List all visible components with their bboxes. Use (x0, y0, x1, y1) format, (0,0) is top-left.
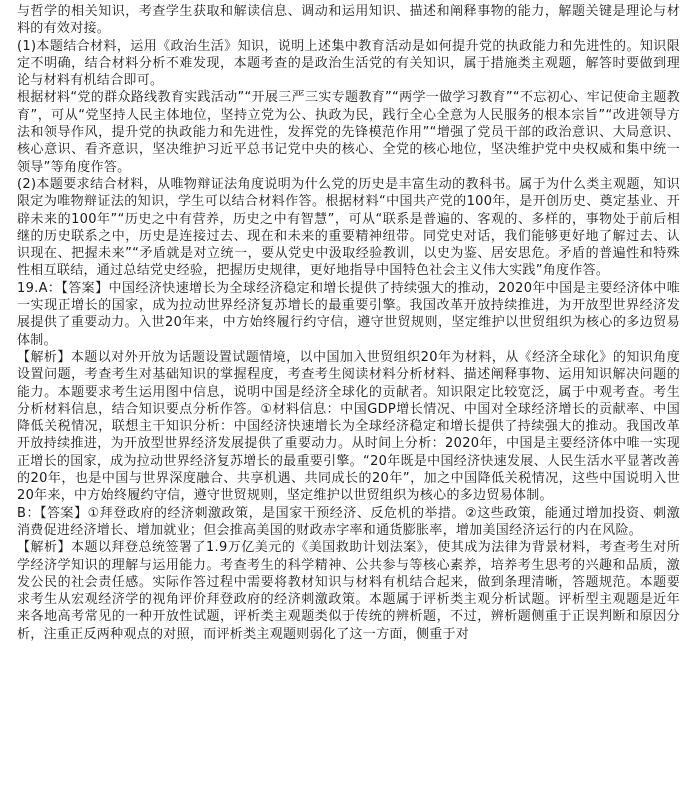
paragraph-question-1-analysis: (1)本题结合材料，运用《政治生活》知识，说明上述集中教育活动是如何提升党的执政能力和先进性的。知识限定不明确，结合材料分析不难发现，本题考查的是政治生活党的有关知识，属于措施类主观题，解答时要做到理论与材料有机结合即可。 (17, 38, 680, 89)
paragraph-19a-answer: 19.A：【答案】中国经济快速增长为全球经济稳定和增长提供了持续强大的推动，2020年中国是主要经济体中唯一实现正增长的国家，成为拉动世界经济复苏增长的最重要引擎。我国改革开放持续推进，为开放型世界经济发展提供了重要动力。入世20年来，中方始终履行约守信，遵守世贸规则，坚定维护以世贸组织为核心的多边贸易体制。 (17, 280, 680, 348)
paragraph-intro-continued: 与哲学的相关知识，考查学生获取和解读信息、调动和运用知识、描述和阐释事物的能力，解题关键是理论与材料的有效对接。 (17, 4, 680, 37)
paragraph-19a-explanation: 【解析】本题以对外开放为话题设置试题情境，以中国加入世贸组织20年为材料，从《经济全球化》的知识角度设置问题，考查考生对基础知识的掌握程度，考查考生阅读材料分析材料、描述阐释事物、运用知识解决问题的能力。本题要求考生运用图中信息，说明中国是经济全球化的贡献者。知识限定比较宽泛，属于中观考查。考生分析材料信息，结合知识要点分析作答。①材料信息：中国GDP增长情况、中国对全球经济增长的贡献率、中国降低关税情况，联想主干知识分析：中国经济快速增长为全球经济稳定和增长提供了持续强大的推动。我国改革开放持续推进，为开放型世界经济发展提供了重要动力。从时间上分析：2020年，中国是主要经济体中唯一实现正增长的国家，成为拉动世界经济复苏增长的最重要引擎。“20年既是中国经济快速发展、人民生活水平显著改善的20年，也是中国与世界深度融合、共享机遇、共同成长的20年”，加之中国降低关税情况，这些中国说明入世20年来，中方始终履约守信，遵守世贸规则，坚定维护以世贸组织为核心的多边贸易体制。 (17, 349, 680, 504)
paragraph-question-2-analysis: (2)本题要求结合材料，从唯物辩证法角度说明为什么党的历史是丰富生动的教科书。属于为什么类主观题，知识限定为唯物辩证法的知识，学生可以结合材料作答。根据材料“中国共产党的100年，是开创历史、奠定基业、开辟未来的100年”“历史之中有营养，历史之中有智慧”，可从“联系是普遍的、客观的、多样的，事物处于前后相继的历史联系之中，历史是连接过去、现在和未来的重要精神纽带。同党史对话，我们能够更好地了解过去、认识现在、把握未来”“矛盾就是对立统一，要从党史中汲取经验教训，以史为鉴、居安思危。矛盾的普遍性和特殊性相互联结，通过总结党史经验，把握历史规律，更好地指导中国特色社会主义伟大实践”角度作答。 (17, 176, 680, 279)
paragraph-question-1-material: 根据材料“党的群众路线教育实践活动”“开展三严三实专题教育”“两学一做学习教育”“不忘初心、牢记使命主题教育”，可从“党坚持人民主体地位，坚持立党为公、执政为民，践行全心全意为人民服务的根本宗旨”“改进领导方法和领导作风，提升党的执政能力和先进性，发挥党的先锋模范作用”“增强了党员干部的政治意识、大局意识、核心意识、看齐意识，坚决维护习近平总书记党中央的核心、全党的核心地位，坚决维护党中央权威和集中统一领导”等角度作答。 (17, 90, 680, 175)
paragraph-b-explanation: 【解析】本题以拜登总统签署了1.9万亿美元的《美国救助计划法案》，使其成为法律为背景材料，考查考生对所学经济学知识的理解与运用能力。考查考生的科学精神、公共参与等核心素养，培养考生思考的兴趣和品质，激发公民的社会责任感。实际作答过程中需要将教材知识与材料有机结合起来，做到条理清晰，答题规范。本题要求考生从宏观经济学的视角评价拜登政府的经济刺激政策。本题属于评析类主观分析试题。评析型主观题是近年来各地高考常见的一种开放性试题，评析类主观题类似于传统的辨析题，不过，辨析题侧重于正误判断和原因分析，注重正反两种观点的对照，而评析类主观题则弱化了这一方面，侧重于对 (17, 540, 680, 642)
paragraph-b-answer: B：【答案】①拜登政府的经济刺激政策，是国家干预经济、反危机的举措。②这些政策，能通过增加投资、刺激消费促进经济增长、增加就业；但会推高美国的财政赤字率和通货膨胀率，增加美国经济运行的内在风险。 (17, 505, 680, 538)
